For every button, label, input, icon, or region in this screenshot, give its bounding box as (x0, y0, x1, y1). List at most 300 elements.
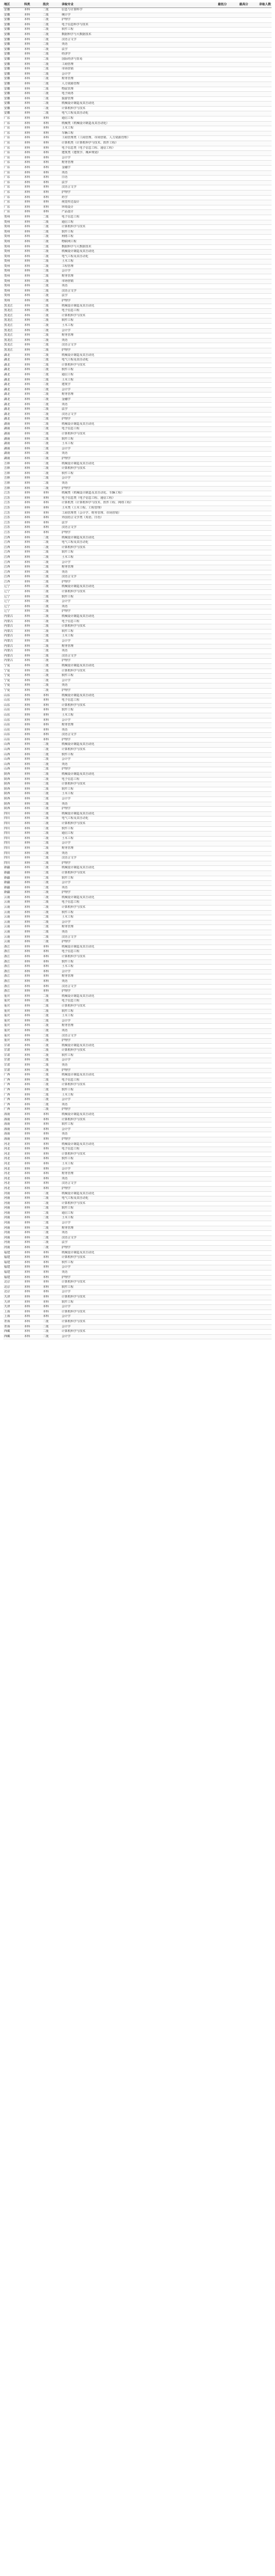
cell-min-score (206, 481, 227, 487)
cell-major: 视觉传达设计 (61, 200, 206, 205)
cell-category: 本科 (23, 737, 42, 743)
cell-max-score (227, 496, 249, 501)
cell-region: 内蒙古 (3, 634, 23, 639)
cell-major: 药学 (61, 195, 206, 200)
cell-max-score (227, 999, 249, 1004)
cell-major: 数据科学与大数据技术 (61, 32, 206, 37)
cell-batch: 二批 (42, 96, 61, 102)
cell-batch: 二批 (42, 1231, 61, 1236)
cell-category: 本科 (23, 530, 42, 535)
cell-category: 本科 (23, 215, 42, 220)
cell-major: 计算机科学与技术 (61, 1048, 206, 1054)
cell-max-score (227, 57, 249, 62)
cell-max-score (227, 950, 249, 955)
cell-category: 本科 (23, 294, 42, 299)
cell-min-score (206, 1290, 227, 1295)
cell-major: 土木工程 (61, 634, 206, 639)
cell-category: 本科 (23, 324, 42, 329)
cell-category: 本科 (23, 797, 42, 802)
cell-batch: 二批 (42, 57, 61, 62)
cell-admit-count (249, 13, 272, 18)
cell-batch: 二批 (42, 752, 61, 757)
cell-major: 土木工程 (61, 915, 206, 920)
cell-region: 河南 (3, 1196, 23, 1202)
cell-region: 吉林 (3, 476, 23, 481)
cell-max-score (227, 318, 249, 324)
cell-min-score (206, 1231, 227, 1236)
cell-category: 本科 (23, 979, 42, 984)
cell-category: 本科 (23, 176, 42, 181)
cell-max-score (227, 895, 249, 900)
cell-region: 安徽 (3, 18, 23, 23)
cell-major: 机械设计制造及其自动化 (61, 743, 206, 748)
cell-region: 北京 (3, 1285, 23, 1290)
cell-admit-count (249, 1039, 272, 1044)
table-row (3, 979, 272, 984)
cell-min-score (206, 925, 227, 930)
table-row (3, 570, 272, 575)
cell-max-score (227, 343, 249, 348)
cell-region: 四川 (3, 841, 23, 846)
cell-region: 甘肃 (3, 1063, 23, 1069)
cell-max-score (227, 254, 249, 259)
cell-region: 广西 (3, 1078, 23, 1083)
cell-major: 通信工程 (61, 220, 206, 225)
cell-max-score (227, 328, 249, 333)
cell-min-score (206, 841, 227, 846)
cell-major: 土木工程 (61, 1014, 206, 1019)
cell-category: 本科 (23, 891, 42, 896)
cell-region: 新疆 (3, 885, 23, 891)
cell-category: 本科 (23, 541, 42, 546)
cell-admit-count (249, 254, 272, 259)
cell-admit-count (249, 659, 272, 664)
cell-major: 护理学 (61, 767, 206, 772)
table-row (3, 535, 272, 541)
cell-max-score (227, 1290, 249, 1295)
cell-max-score (227, 284, 249, 289)
cell-category: 本科 (23, 185, 42, 191)
cell-min-score (206, 126, 227, 131)
cell-major: 护理学 (61, 417, 206, 422)
table-row (3, 1221, 272, 1226)
cell-min-score (206, 1137, 227, 1142)
cell-major: 英语 (61, 1028, 206, 1033)
table-row (3, 299, 272, 304)
cell-max-score (227, 1280, 249, 1285)
cell-min-score (206, 762, 227, 767)
cell-max-score (227, 220, 249, 225)
cell-min-score (206, 264, 227, 269)
cell-region: 河北 (3, 1182, 23, 1187)
cell-category: 本科 (23, 170, 42, 176)
cell-min-score (206, 161, 227, 166)
cell-min-score (206, 348, 227, 353)
cell-major: 通信工程 (61, 116, 206, 122)
cell-major: 土木工程 (61, 324, 206, 329)
cell-category: 本科 (23, 166, 42, 171)
cell-admit-count (249, 846, 272, 851)
cell-admit-count (249, 615, 272, 620)
cell-category: 本科 (23, 72, 42, 77)
cell-min-score (206, 333, 227, 339)
cell-min-score (206, 846, 227, 851)
cell-batch: 二批 (42, 1009, 61, 1014)
cell-category: 本科 (23, 920, 42, 925)
cell-batch: 二批 (42, 13, 61, 18)
table-row (3, 609, 272, 615)
cell-category: 本科 (23, 106, 42, 111)
cell-region: 安徽 (3, 8, 23, 13)
cell-min-score (206, 412, 227, 417)
cell-major: 旅游管理 (61, 96, 206, 102)
cell-batch: 二批 (42, 787, 61, 792)
cell-category: 本科 (23, 210, 42, 215)
cell-max-score (227, 585, 249, 590)
cell-admit-count (249, 595, 272, 600)
cell-min-score (206, 698, 227, 704)
cell-category: 本科 (23, 1073, 42, 1078)
cell-region: 安徽 (3, 32, 23, 37)
cell-admit-count (249, 32, 272, 37)
cell-min-score (206, 269, 227, 274)
cell-major: 计算机科学与技术 (61, 1083, 206, 1088)
cell-region: 四川 (3, 861, 23, 866)
cell-batch: 本科 (42, 969, 61, 974)
cell-region: 重庆 (3, 1009, 23, 1014)
cell-batch: 本科 (42, 1122, 61, 1128)
cell-max-score (227, 693, 249, 698)
cell-category: 本科 (23, 595, 42, 600)
cell-min-score (206, 304, 227, 309)
table-row (3, 1300, 272, 1305)
cell-major: 会计学 (61, 797, 206, 802)
cell-batch: 二批 (42, 250, 61, 255)
cell-batch: 二批 (42, 52, 61, 57)
cell-min-score (206, 639, 227, 644)
cell-admit-count (249, 1048, 272, 1054)
cell-admit-count (249, 698, 272, 704)
cell-max-score (227, 1324, 249, 1330)
cell-admit-count (249, 728, 272, 733)
cell-region: 广东 (3, 180, 23, 185)
table-row (3, 96, 272, 102)
cell-max-score (227, 757, 249, 763)
cell-category: 本科 (23, 516, 42, 521)
cell-max-score (227, 595, 249, 600)
cell-admit-count (249, 782, 272, 787)
cell-region: 吉林 (3, 481, 23, 487)
cell-category: 本科 (23, 1068, 42, 1073)
cell-batch: 二批 (42, 639, 61, 644)
cell-region: 福建 (3, 1250, 23, 1256)
cell-max-score (227, 1053, 249, 1058)
cell-region: 湖北 (3, 368, 23, 373)
cell-batch: 二批 (42, 836, 61, 841)
cell-region: 广东 (3, 210, 23, 215)
cell-min-score (206, 910, 227, 915)
cell-admit-count (249, 289, 272, 294)
cell-category: 本科 (23, 1053, 42, 1058)
cell-major: 财务管理 (61, 1024, 206, 1029)
cell-admit-count (249, 703, 272, 708)
cell-max-score (227, 772, 249, 778)
cell-batch: 二批 (42, 358, 61, 363)
cell-category: 本科 (23, 950, 42, 955)
cell-admit-count (249, 1063, 272, 1069)
cell-category: 本科 (23, 984, 42, 989)
cell-region: 广东 (3, 176, 23, 181)
cell-admit-count (249, 1033, 272, 1039)
table-row (3, 393, 272, 398)
cell-max-score (227, 274, 249, 279)
cell-region: 河南 (3, 1226, 23, 1231)
cell-region: 宁夏 (3, 678, 23, 683)
cell-admit-count (249, 1290, 272, 1295)
cell-region: 江西 (3, 575, 23, 580)
cell-max-score (227, 728, 249, 733)
cell-category: 本科 (23, 713, 42, 718)
table-row (3, 1157, 272, 1162)
table-row (3, 156, 272, 161)
cell-min-score (206, 111, 227, 116)
cell-batch: 本科 (42, 1152, 61, 1157)
cell-min-score (206, 832, 227, 837)
cell-min-score (206, 210, 227, 215)
cell-min-score (206, 106, 227, 111)
cell-category: 本科 (23, 752, 42, 757)
cell-min-score (206, 47, 227, 52)
cell-max-score (227, 491, 249, 496)
cell-min-score (206, 1039, 227, 1044)
cell-major: 工程管理 (61, 264, 206, 269)
table-row (3, 457, 272, 462)
cell-admit-count (249, 87, 272, 92)
cell-batch: 二批 (42, 269, 61, 274)
cell-major: 法学 (61, 294, 206, 299)
cell-max-score (227, 1009, 249, 1014)
cell-min-score (206, 708, 227, 713)
cell-region: 贵州 (3, 244, 23, 250)
cell-region: 浙江 (3, 959, 23, 965)
cell-region: 安徽 (3, 87, 23, 92)
cell-max-score (227, 703, 249, 708)
cell-admit-count (249, 1113, 272, 1118)
cell-major: 计算机科学与技术 (61, 106, 206, 111)
cell-max-score (227, 683, 249, 689)
cell-region: 安徽 (3, 102, 23, 107)
cell-min-score (206, 733, 227, 738)
cell-category: 本科 (23, 915, 42, 920)
cell-major: 市场营销 (61, 279, 206, 284)
cell-max-score (227, 565, 249, 570)
cell-major: 工商管理类（会计学、财务管理、市场营销） (61, 511, 206, 516)
cell-max-score (227, 13, 249, 18)
cell-min-score (206, 644, 227, 649)
cell-max-score (227, 945, 249, 950)
cell-admit-count (249, 309, 272, 314)
table-row (3, 881, 272, 886)
cell-batch: 二批 (42, 663, 61, 669)
table-row (3, 146, 272, 151)
cell-major: 计算机科学与技术 (61, 782, 206, 787)
cell-major: 计算机科学与技术 (61, 1310, 206, 1315)
cell-category: 本科 (23, 757, 42, 763)
cell-min-score (206, 353, 227, 358)
cell-category: 本科 (23, 161, 42, 166)
cell-region: 海南 (3, 1113, 23, 1118)
table-row (3, 1043, 272, 1048)
cell-min-score (206, 1201, 227, 1206)
cell-category: 本科 (23, 486, 42, 491)
table-row (3, 821, 272, 826)
cell-category: 本科 (23, 663, 42, 669)
cell-max-score (227, 545, 249, 550)
table-row (3, 269, 272, 274)
cell-region: 安徽 (3, 77, 23, 82)
table-row (3, 230, 272, 235)
cell-major: 日语 (61, 176, 206, 181)
cell-category: 本科 (23, 506, 42, 511)
cell-max-score (227, 1024, 249, 1029)
cell-admit-count (249, 442, 272, 447)
cell-max-score (227, 541, 249, 546)
cell-min-score (206, 32, 227, 37)
table-row (3, 136, 272, 141)
cell-admit-count (249, 506, 272, 511)
cell-category: 本科 (23, 1142, 42, 1147)
cell-category: 本科 (23, 856, 42, 861)
cell-max-score (227, 1108, 249, 1113)
cell-major: 护理学 (61, 190, 206, 195)
cell-max-score (227, 974, 249, 980)
table-row (3, 1305, 272, 1310)
cell-max-score (227, 1161, 249, 1167)
cell-major: 汉语言文学 (61, 935, 206, 940)
cell-region: 贵州 (3, 250, 23, 255)
cell-region: 云南 (3, 920, 23, 925)
cell-region: 陕西 (3, 807, 23, 812)
cell-admit-count (249, 412, 272, 417)
table-row (3, 1122, 272, 1128)
cell-batch: 本科 (42, 526, 61, 531)
cell-batch: 本科 (42, 1172, 61, 1177)
cell-admit-count (249, 1270, 272, 1276)
cell-min-score (206, 826, 227, 832)
cell-min-score (206, 294, 227, 299)
table-row (3, 333, 272, 339)
cell-min-score (206, 81, 227, 87)
cell-major: 英语 (61, 481, 206, 487)
cell-admit-count (249, 748, 272, 753)
cell-region: 湖北 (3, 363, 23, 368)
cell-max-score (227, 520, 249, 526)
cell-admit-count (249, 1324, 272, 1330)
cell-admit-count (249, 836, 272, 841)
table-row (3, 324, 272, 329)
cell-category: 本科 (23, 467, 42, 472)
cell-min-score (206, 338, 227, 343)
cell-major: 机械设计制造及其自动化 (61, 1113, 206, 1118)
cell-min-score (206, 309, 227, 314)
cell-batch: 二批 (42, 62, 61, 67)
cell-min-score (206, 1319, 227, 1324)
cell-batch: 二批 (42, 1206, 61, 1211)
cell-major: 土木工程 (61, 259, 206, 265)
cell-min-score (206, 1019, 227, 1024)
cell-major: 英语 (61, 284, 206, 289)
cell-admit-count (249, 979, 272, 984)
cell-admit-count (249, 67, 272, 72)
cell-major: 会计学 (61, 156, 206, 161)
table-row (3, 402, 272, 407)
cell-category: 本科 (23, 1191, 42, 1196)
cell-major: 物流管理 (61, 87, 206, 92)
cell-admit-count (249, 674, 272, 679)
cell-max-score (227, 965, 249, 970)
table-row (3, 683, 272, 689)
cell-region: 江苏 (3, 491, 23, 496)
cell-admit-count (249, 1142, 272, 1147)
cell-region: 新疆 (3, 871, 23, 876)
table-row (3, 1260, 272, 1265)
cell-region: 山东 (3, 728, 23, 733)
cell-region: 山东 (3, 713, 23, 718)
cell-min-score (206, 77, 227, 82)
cell-category: 本科 (23, 96, 42, 102)
cell-major: 机械设计制造及其自动化 (61, 945, 206, 950)
cell-major: 金融学 (61, 166, 206, 171)
cell-region: 辽宁 (3, 604, 23, 609)
cell-major: 软件工程 (61, 230, 206, 235)
cell-major: 汉语言文学 (61, 575, 206, 580)
cell-min-score (206, 452, 227, 457)
cell-admit-count (249, 1300, 272, 1305)
table-row (3, 659, 272, 664)
cell-category: 本科 (23, 77, 42, 82)
cell-batch: 二批 (42, 1102, 61, 1108)
cell-batch: 二批 (42, 1004, 61, 1009)
cell-min-score (206, 67, 227, 72)
table-row (3, 1256, 272, 1261)
cell-major: 金融学 (61, 397, 206, 402)
table-row (3, 28, 272, 33)
cell-major: 软件工程 (61, 876, 206, 881)
cell-admit-count (249, 195, 272, 200)
table-row (3, 832, 272, 837)
cell-min-score (206, 959, 227, 965)
cell-admit-count (249, 1117, 272, 1122)
cell-max-score (227, 200, 249, 205)
cell-batch: 二批 (42, 412, 61, 417)
cell-major: 软件工程 (61, 1009, 206, 1014)
cell-min-score (206, 427, 227, 432)
cell-region: 福建 (3, 1275, 23, 1280)
cell-batch: 二批 (42, 1235, 61, 1241)
cell-region: 江西 (3, 580, 23, 585)
cell-min-score (206, 180, 227, 185)
cell-admit-count (249, 1235, 272, 1241)
cell-major: 汉语言文学 (61, 733, 206, 738)
table-row (3, 541, 272, 546)
cell-batch: 本科 (42, 698, 61, 704)
cell-batch: 二批 (42, 1033, 61, 1039)
cell-admit-count (249, 452, 272, 457)
cell-min-score (206, 1078, 227, 1083)
cell-major: 电气工程及其自动化 (61, 817, 206, 822)
table-row (3, 615, 272, 620)
table-row (3, 885, 272, 891)
